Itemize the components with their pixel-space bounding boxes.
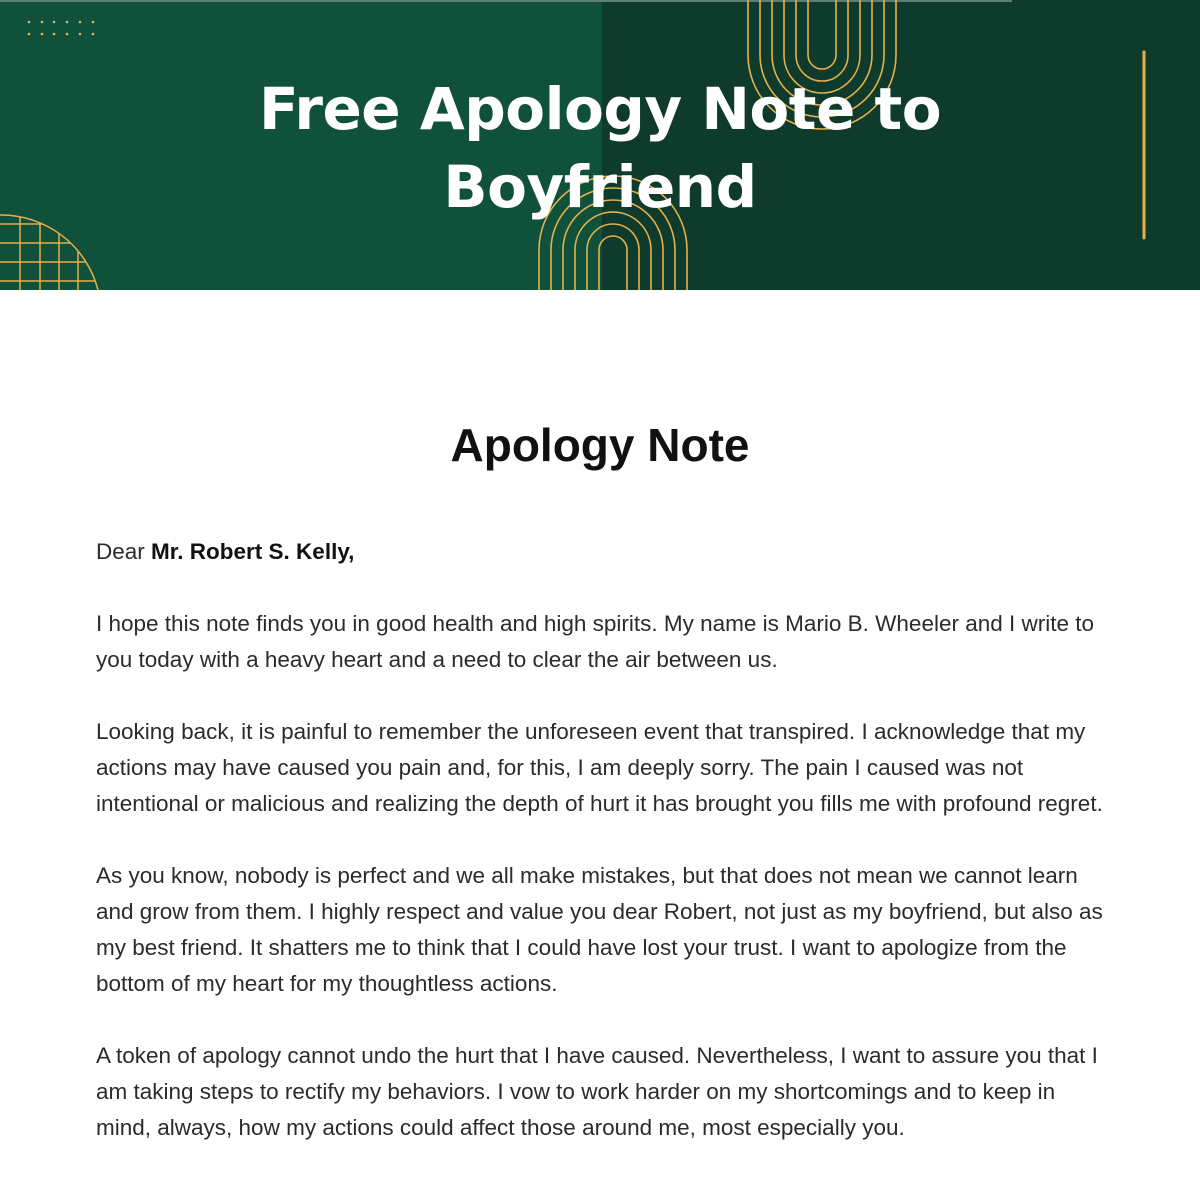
salutation-suffix: , xyxy=(348,539,355,564)
header-banner xyxy=(0,0,1200,290)
recipient-name: Mr. Robert S. Kelly xyxy=(151,539,349,564)
document-title: Apology Note xyxy=(450,419,750,471)
paragraph-3: As you know, nobody is perfect and we all make mistakes, but that does not mean we cannot learn and grow from them. I highly respect and value you dear Robert, not just as my boyfriend, but also as my best friend. It shatters me to think that I could have lost your trust. I want to apologize from the bottom of my heart for my thoughtless actions. xyxy=(96,863,1103,996)
letter-body xyxy=(96,534,1106,1182)
banner-title-line2: Boyfriend xyxy=(443,153,757,221)
banner-title-line1: Free Apology Note to xyxy=(258,75,942,143)
banner-title xyxy=(0,70,1200,226)
paragraph-2: Looking back, it is painful to remember the unforeseen event that transpired. I acknowledge that my actions may have caused you pain and, for this, I am deeply sorry. The pain I caused was not intentional or malicious and realizing the depth of hurt it has brought you fills me with profound regret. xyxy=(96,719,1103,816)
salutation-prefix: Dear xyxy=(96,539,152,564)
salutation xyxy=(96,534,1106,570)
dot-grid-icon xyxy=(28,21,95,36)
paragraph-4: A token of apology cannot undo the hurt that I have caused. Nevertheless, I want to assure you that I am taking steps to rectify my behaviors. I vow to work harder on my shortcomings and to keep in mind, always, how my actions could affect those around me, most especially you. xyxy=(96,1043,1098,1140)
paragraph-1: I hope this note finds you in good health and high spirits. My name is Mario B. Wheeler and I write to you today with a heavy heart and a need to clear the air between us. xyxy=(96,611,1095,672)
